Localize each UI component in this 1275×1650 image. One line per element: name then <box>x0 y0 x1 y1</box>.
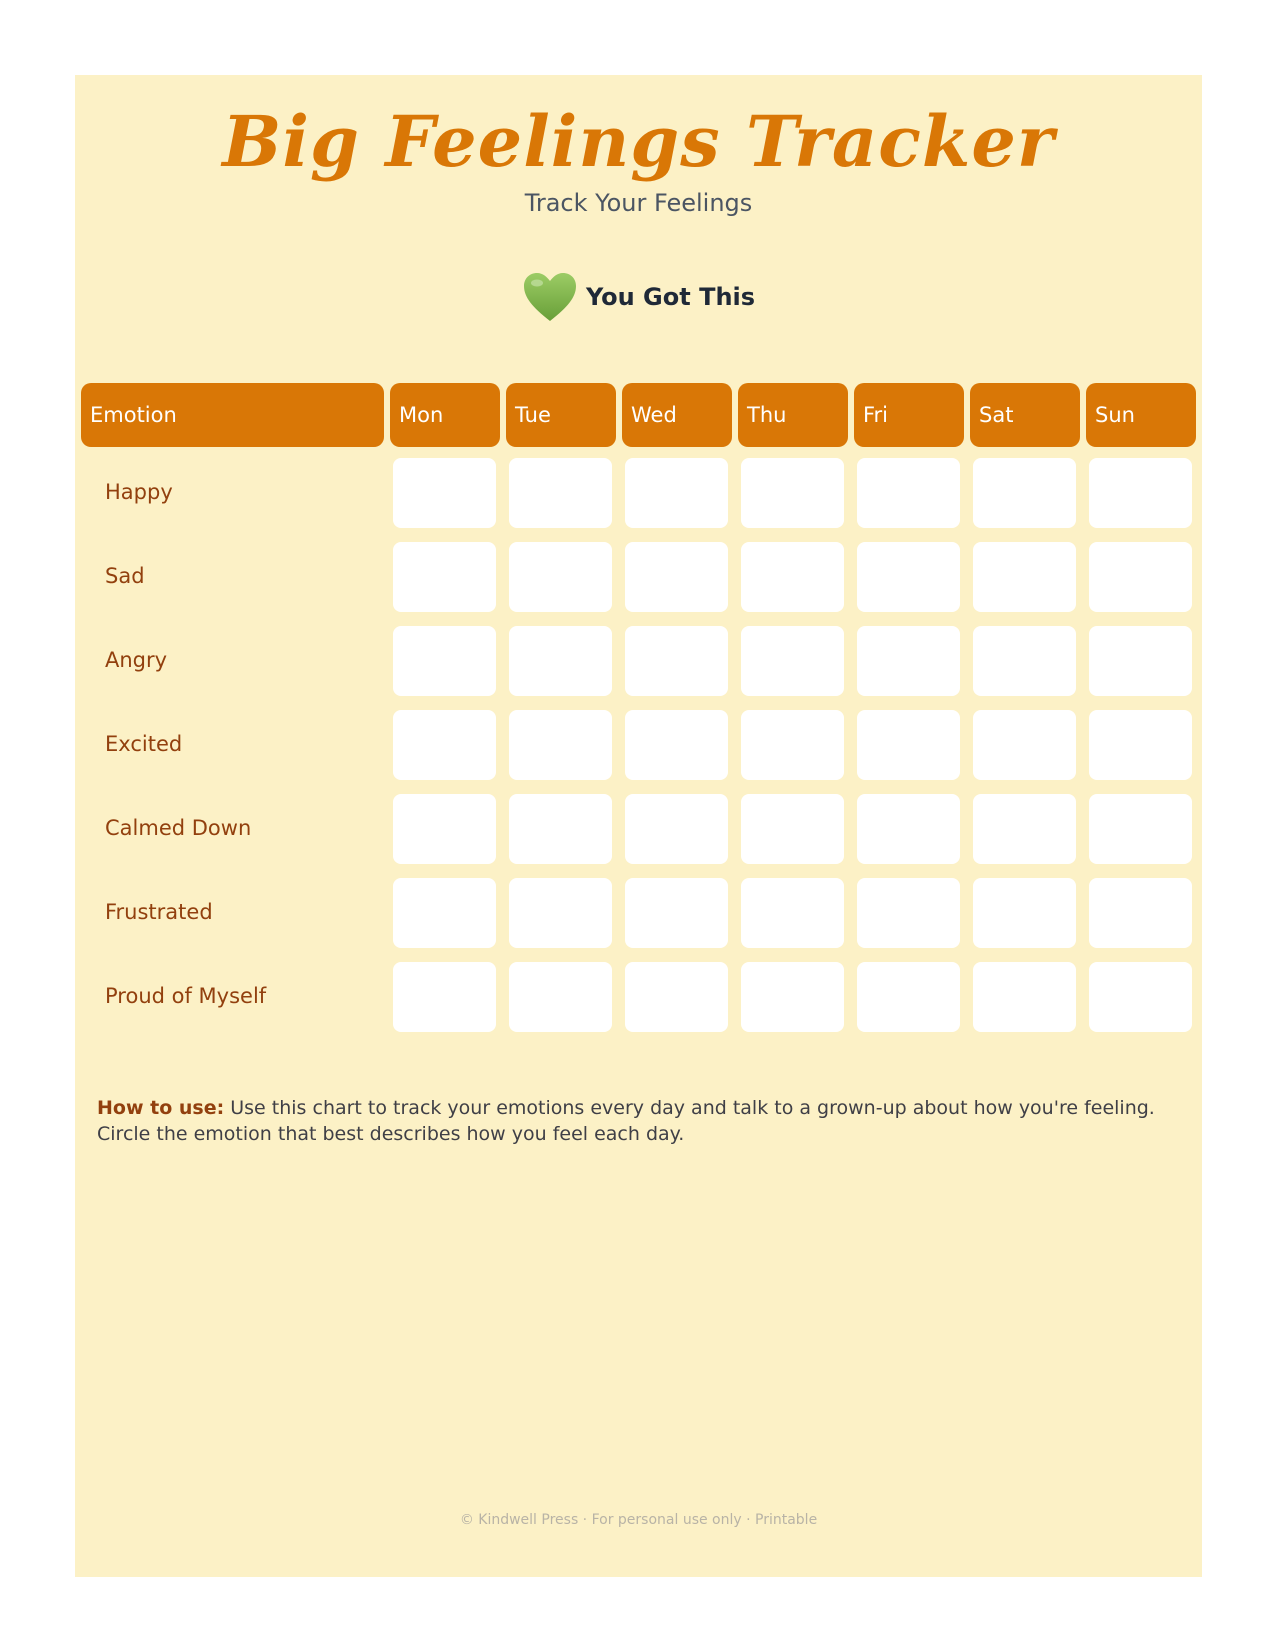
day-cell <box>854 951 964 1035</box>
day-cell <box>506 867 616 951</box>
day-cell <box>854 531 964 615</box>
day-cell <box>390 951 500 1035</box>
tracker-box[interactable] <box>509 542 612 612</box>
day-cell <box>506 447 616 531</box>
day-cell <box>506 783 616 867</box>
tracker-box[interactable] <box>857 710 960 780</box>
page-title: Big Feelings Tracker <box>222 100 1055 183</box>
day-cell <box>738 783 848 867</box>
tracker-box[interactable] <box>1089 542 1192 612</box>
tracker-box[interactable] <box>1089 710 1192 780</box>
day-cell <box>390 783 500 867</box>
tracker-box[interactable] <box>741 458 844 528</box>
day-cell <box>1086 699 1196 783</box>
header-day-wed: Wed <box>622 383 732 447</box>
header-day-thu: Thu <box>738 383 848 447</box>
day-cell <box>1086 615 1196 699</box>
tracker-box[interactable] <box>509 626 612 696</box>
day-cell <box>1086 783 1196 867</box>
tracker-box[interactable] <box>973 878 1076 948</box>
tracker-box[interactable] <box>857 458 960 528</box>
header-emotion: Emotion <box>81 383 384 447</box>
tracker-box[interactable] <box>625 542 728 612</box>
day-cell <box>622 783 732 867</box>
emotion-label: Calmed Down <box>105 815 252 840</box>
tracker-box[interactable] <box>1089 626 1192 696</box>
feelings-grid <box>81 383 1195 1035</box>
day-cell <box>854 699 964 783</box>
emotion-label: Angry <box>105 647 168 672</box>
day-cell <box>970 615 1080 699</box>
tracker-box[interactable] <box>973 542 1076 612</box>
header-day-fri: Fri <box>854 383 964 447</box>
day-cell <box>506 951 616 1035</box>
day-cell <box>970 447 1080 531</box>
header-day-tue: Tue <box>506 383 616 447</box>
tracker-box[interactable] <box>973 626 1076 696</box>
day-cell <box>738 867 848 951</box>
emotion-label: Excited <box>105 731 183 756</box>
tracker-box[interactable] <box>393 710 496 780</box>
day-cell <box>738 615 848 699</box>
tracker-box[interactable] <box>741 878 844 948</box>
tracker-box[interactable] <box>509 794 612 864</box>
tracker-box[interactable] <box>741 626 844 696</box>
day-cell <box>1086 531 1196 615</box>
header-day-sat: Sat <box>970 383 1080 447</box>
instructions-text: Use this chart to track your emotions every day and talk to a grown-up about how you're feeling. Circle the emotion that best describes how you feel each day. <box>97 1097 1155 1145</box>
day-cell <box>506 699 616 783</box>
footer: © Kindwell Press · For personal use only · Printable <box>459 1512 818 1528</box>
day-cell <box>738 951 848 1035</box>
emotion-label: Happy <box>105 479 173 504</box>
day-cell <box>390 699 500 783</box>
day-cell <box>622 531 732 615</box>
tracker-box[interactable] <box>741 710 844 780</box>
tracker-box[interactable] <box>741 542 844 612</box>
tracker-box[interactable] <box>625 962 728 1032</box>
tracker-box[interactable] <box>857 962 960 1032</box>
tracker-box[interactable] <box>741 794 844 864</box>
day-cell <box>390 867 500 951</box>
tracker-box[interactable] <box>393 542 496 612</box>
day-cell <box>1086 447 1196 531</box>
tracker-box[interactable] <box>857 794 960 864</box>
tracker-box[interactable] <box>393 878 496 948</box>
tracker-box[interactable] <box>393 458 496 528</box>
tracker-box[interactable] <box>393 794 496 864</box>
green-heart-icon <box>522 271 578 323</box>
day-cell <box>970 783 1080 867</box>
tracker-box[interactable] <box>1089 458 1192 528</box>
tracker-box[interactable] <box>509 878 612 948</box>
tracker-box[interactable] <box>973 962 1076 1032</box>
tracker-box[interactable] <box>393 626 496 696</box>
day-cell <box>622 699 732 783</box>
tracker-box[interactable] <box>625 710 728 780</box>
day-cell <box>622 951 732 1035</box>
day-cell <box>622 615 732 699</box>
day-cell <box>854 615 964 699</box>
day-cell <box>1086 867 1196 951</box>
day-cell <box>854 783 964 867</box>
tracker-box[interactable] <box>1089 962 1192 1032</box>
day-cell <box>970 951 1080 1035</box>
tracker-box[interactable] <box>973 458 1076 528</box>
day-cell <box>1086 951 1196 1035</box>
day-cell <box>390 615 500 699</box>
tracker-box[interactable] <box>625 794 728 864</box>
day-cell <box>738 699 848 783</box>
instructions <box>97 1095 1187 1147</box>
day-cell <box>506 531 616 615</box>
day-cell <box>970 699 1080 783</box>
motto-text: You Got This <box>585 283 756 311</box>
tracker-box[interactable] <box>857 542 960 612</box>
tracker-box[interactable] <box>625 458 728 528</box>
day-cell <box>738 447 848 531</box>
day-cell <box>738 531 848 615</box>
tracker-box[interactable] <box>973 794 1076 864</box>
emotion-label: Proud of Myself <box>105 983 267 1008</box>
header-day-mon: Mon <box>390 383 500 447</box>
day-cell <box>622 447 732 531</box>
tracker-box[interactable] <box>973 710 1076 780</box>
emotion-label: Frustrated <box>105 899 213 924</box>
day-cell <box>622 867 732 951</box>
tracker-box[interactable] <box>741 962 844 1032</box>
tracker-box[interactable] <box>1089 794 1192 864</box>
emotion-label: Sad <box>105 563 145 588</box>
instructions-label: How to use: <box>97 1097 225 1119</box>
tracker-box[interactable] <box>1089 878 1192 948</box>
tracker-box[interactable] <box>625 626 728 696</box>
motto <box>75 271 1202 323</box>
day-cell <box>390 531 500 615</box>
day-cell <box>970 867 1080 951</box>
day-cell <box>970 531 1080 615</box>
tracker-box[interactable] <box>625 878 728 948</box>
worksheet-page <box>75 75 1202 1577</box>
tracker-box[interactable] <box>857 626 960 696</box>
day-cell <box>506 615 616 699</box>
tracker-box[interactable] <box>509 962 612 1032</box>
page-subtitle: Track Your Feelings <box>524 189 753 217</box>
day-cell <box>854 447 964 531</box>
day-cell <box>854 867 964 951</box>
day-cell <box>390 447 500 531</box>
tracker-box[interactable] <box>393 962 496 1032</box>
header-day-sun: Sun <box>1086 383 1196 447</box>
tracker-box[interactable] <box>857 878 960 948</box>
tracker-box[interactable] <box>509 458 612 528</box>
tracker-box[interactable] <box>509 710 612 780</box>
